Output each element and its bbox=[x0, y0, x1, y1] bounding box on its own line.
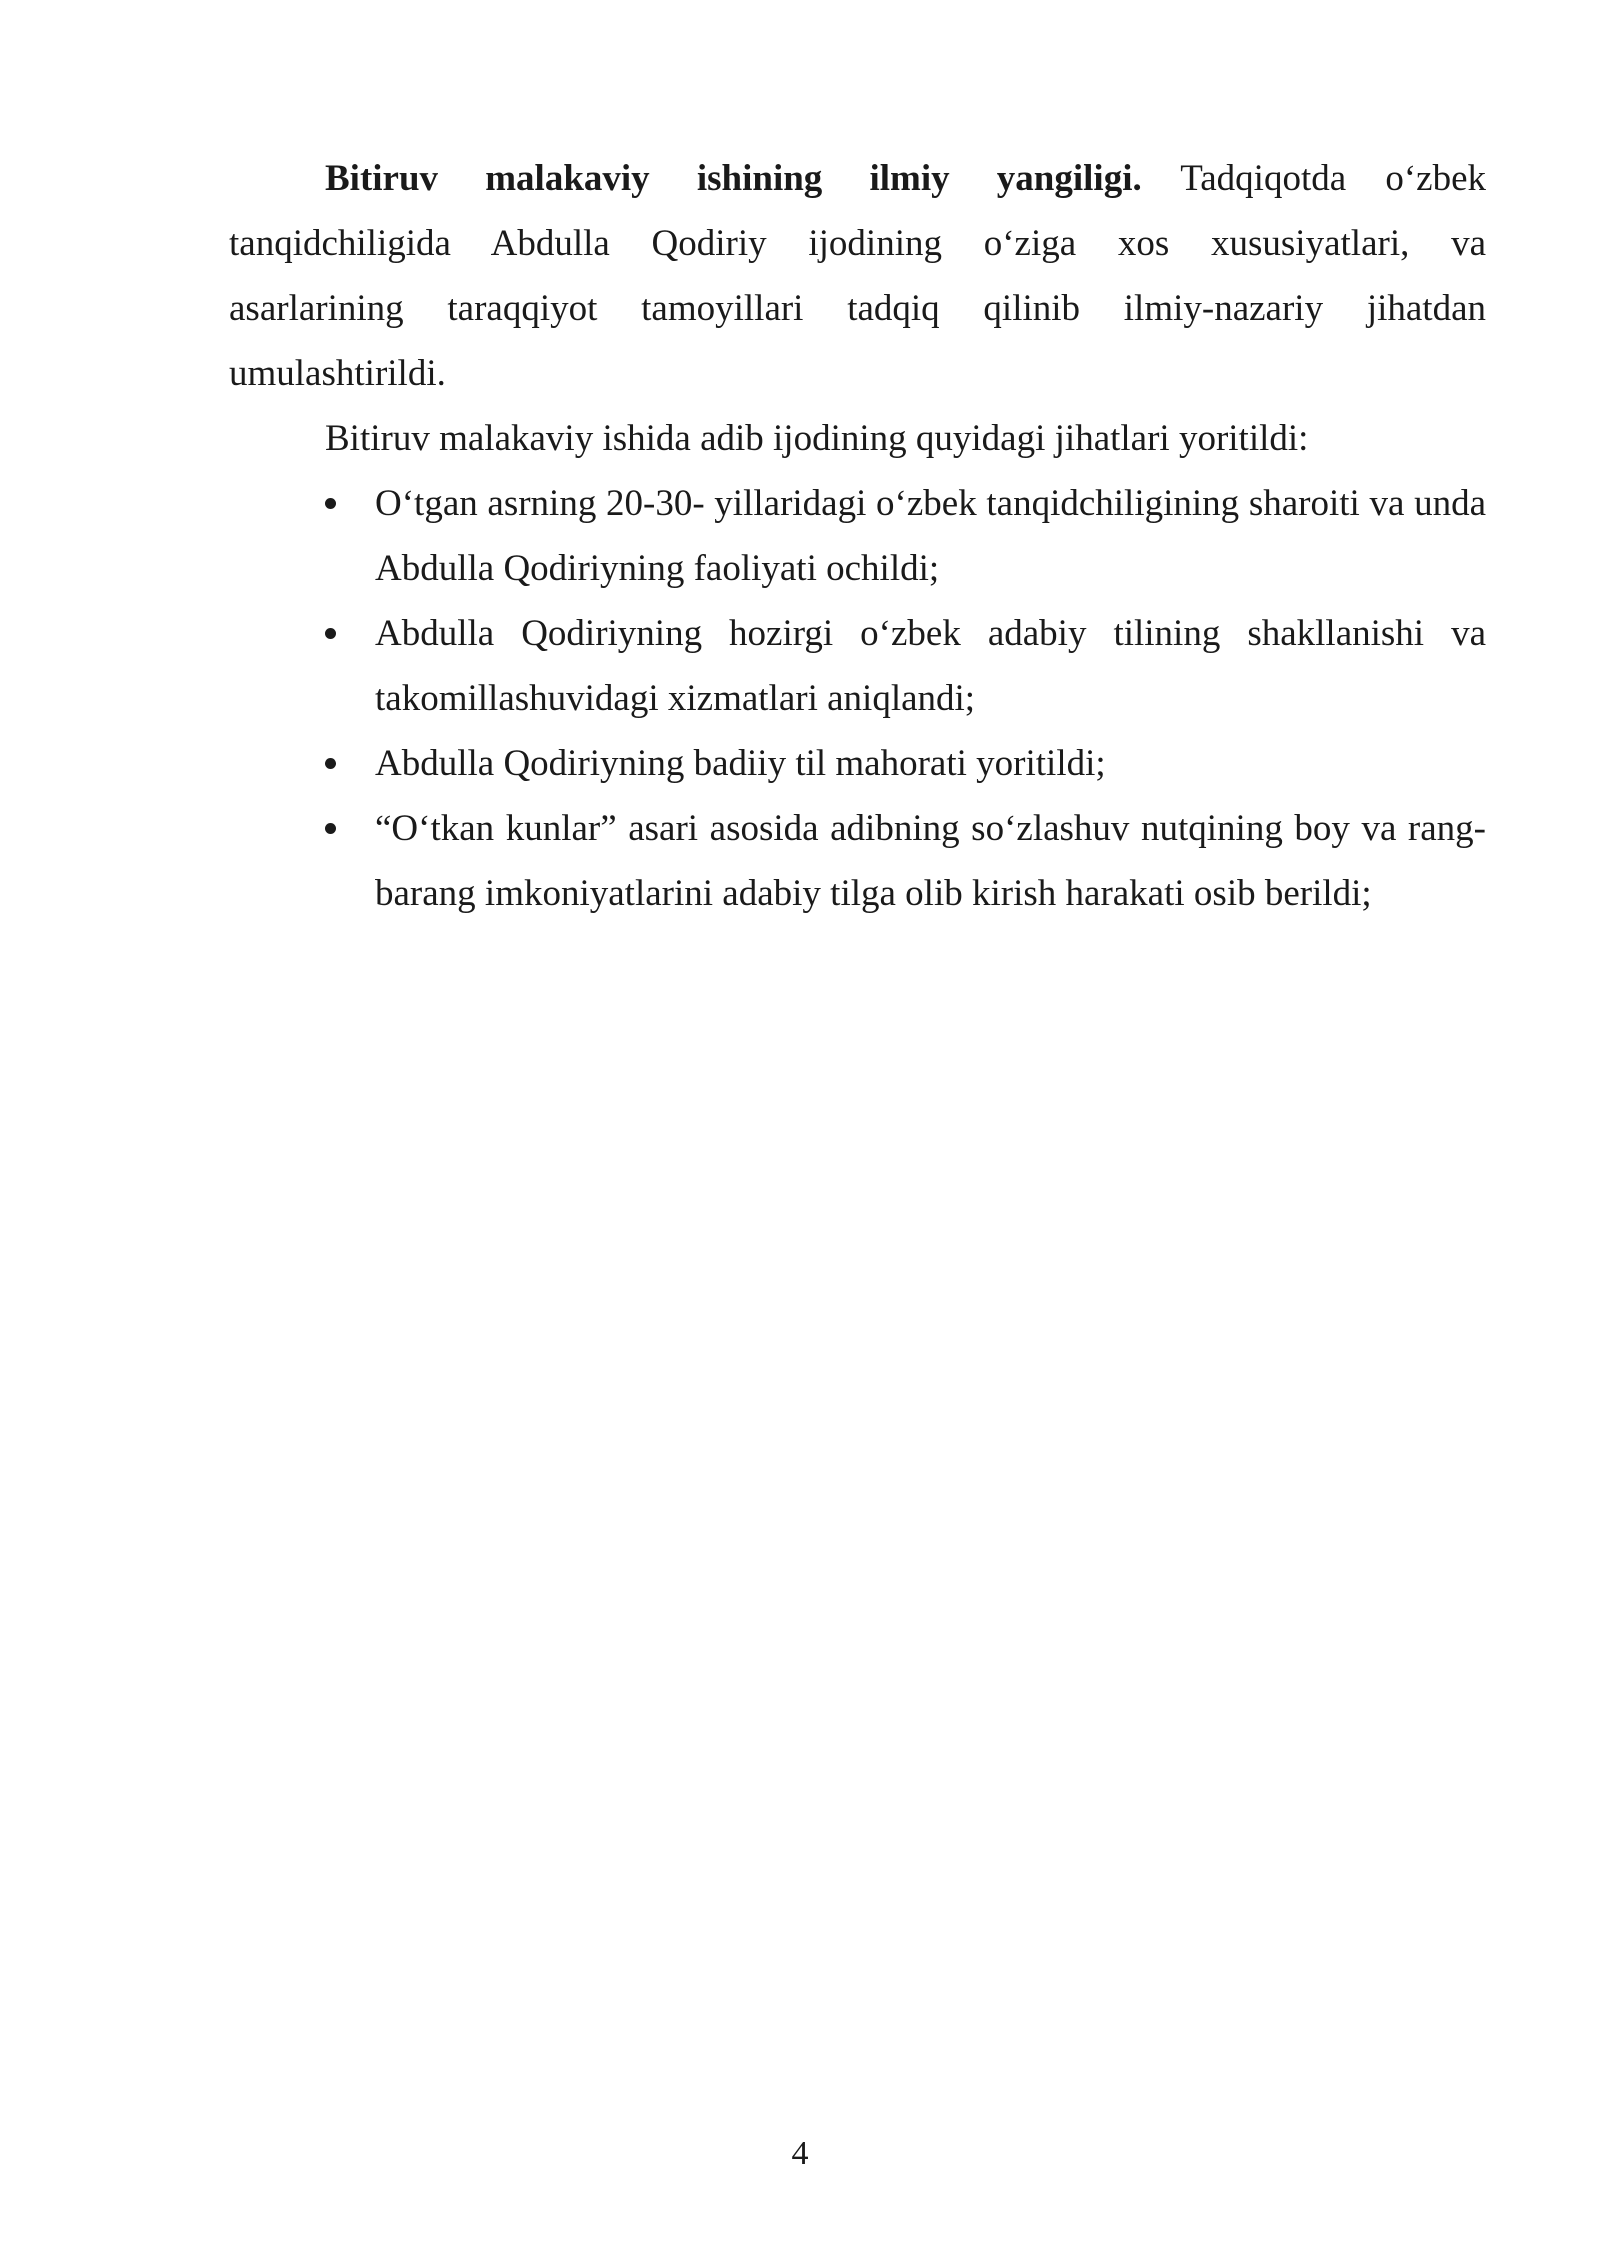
list-item bbox=[229, 471, 1486, 601]
novelty-text: Tadqiqotda o‘zbek tanqidchiligida Abdulla Qodiriy ijodining o‘ziga xos xususiyatlari, va asarlarining taraqqiyot tamoyillari tadqiq qilinib ilmiy-nazariy jihatdan umulashtirildi. bbox=[229, 158, 1486, 394]
list-item bbox=[229, 731, 1486, 796]
intro-paragraph: Bitiruv malakaviy ishida adib ijodining quyidagi jihatlari yoritildi: bbox=[325, 418, 1309, 459]
bullet-icon bbox=[325, 758, 336, 769]
list-item-text: Abdulla Qodiriyning hozirgi o‘zbek adabiy tilining shakllanishi va takomillashuvidagi xizmatlari aniqlandi; bbox=[375, 613, 1486, 719]
bullet-icon bbox=[325, 498, 336, 509]
list-item-text: “O‘tkan kunlar” asari asosida adibning so‘zlashuv nutqining boy va rang-barang imkoniyatlarini adabiy tilga olib kirish harakati osib berildi; bbox=[375, 808, 1486, 914]
list-item-text: O‘tgan asrning 20-30- yillaridagi o‘zbek tanqidchiligining sharoiti va unda Abdulla Qodiriyning faoliyati ochildi; bbox=[375, 483, 1486, 589]
list-item-text: Abdulla Qodiriyning badiiy til mahorati yoritildi; bbox=[375, 743, 1106, 784]
list-item bbox=[229, 796, 1486, 926]
bullet-icon bbox=[325, 628, 336, 639]
novelty-paragraph bbox=[229, 146, 1486, 406]
page-content bbox=[229, 146, 1486, 926]
bullet-icon bbox=[325, 823, 336, 834]
list-item bbox=[229, 601, 1486, 731]
page-number: 4 bbox=[791, 2135, 809, 2172]
findings-list bbox=[229, 471, 1486, 926]
novelty-heading: Bitiruv malakaviy ishining ilmiy yangiligi. bbox=[325, 158, 1142, 199]
